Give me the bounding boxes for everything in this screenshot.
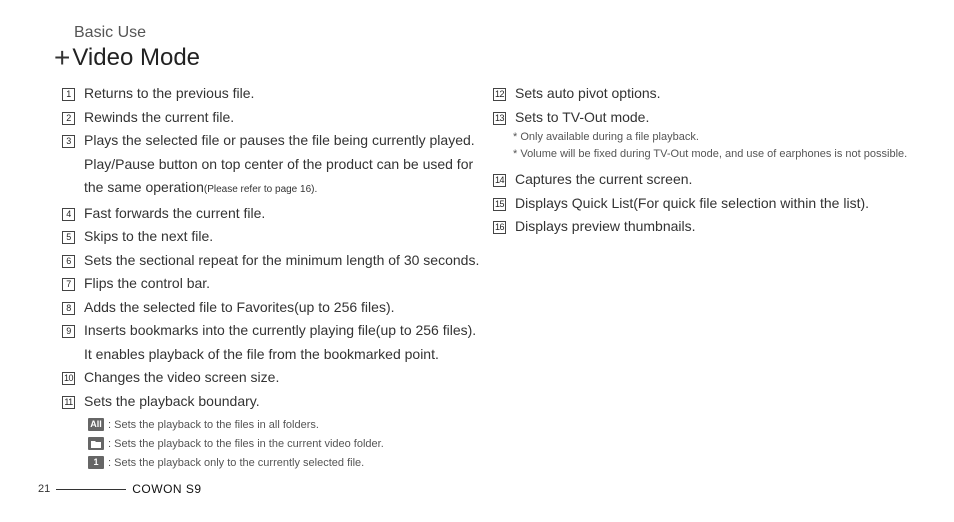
- tvout-note: * Only available during a file playback.: [513, 131, 699, 143]
- left-column: [62, 82, 482, 472]
- folder-icon: [88, 437, 104, 450]
- page-number: 21: [38, 483, 51, 495]
- footer-divider: [56, 489, 126, 490]
- boundary-option-folder: [88, 434, 482, 453]
- item-text: Flips the control bar.: [84, 275, 211, 291]
- page-reference: (Please refer to page 16).: [203, 184, 318, 195]
- list-item: [62, 390, 482, 414]
- right-column: [493, 82, 913, 239]
- option-text: : Sets the playback to the files in the current video folder.: [108, 437, 384, 450]
- brand-name: COWON S9: [132, 482, 202, 496]
- item-text: Rewinds the current file.: [84, 108, 235, 125]
- title-text: Video Mode: [72, 44, 201, 71]
- item-number: 5: [62, 231, 75, 244]
- boundary-option-all: [88, 415, 482, 434]
- item-number: 2: [62, 112, 75, 125]
- item-text: Skips to the next file.: [84, 228, 214, 244]
- item-number: 7: [62, 278, 75, 291]
- item-text: Sets the playback boundary.: [84, 392, 260, 409]
- list-item: [62, 366, 482, 390]
- item-text-main: Plays the selected file or pauses the file being currently played. Play/Pause button on top center of the product can be used for the same operation: [84, 132, 475, 195]
- list-item: [493, 82, 913, 106]
- item-text: Inserts bookmarks into the currently playing file(up to 256 files). It enables playback of the file from the bookmarked point.: [84, 322, 477, 362]
- list-item: [62, 225, 482, 249]
- item-text: Captures the current screen.: [515, 171, 693, 187]
- option-text: : Sets the playback to the files in all folders.: [108, 418, 319, 431]
- list-item: [493, 192, 913, 216]
- item-number: 10: [63, 373, 73, 383]
- all-badge-icon: All: [88, 418, 104, 431]
- list-item: [493, 215, 913, 239]
- list-item: [62, 296, 482, 320]
- item-text: Displays preview thumbnails.: [515, 218, 696, 234]
- item-number: 3: [62, 135, 75, 148]
- option-text: : Sets the playback only to the currently selected file.: [108, 456, 365, 469]
- item-text: Sets auto pivot options.: [515, 85, 661, 101]
- item-text: Fast forwards the current file.: [84, 204, 266, 221]
- list-item: [493, 168, 913, 192]
- list-item: [62, 106, 482, 130]
- item-number: 11: [62, 396, 75, 409]
- item-number: 15: [494, 198, 504, 209]
- page-footer: [38, 482, 202, 496]
- plus-icon: +: [54, 42, 71, 73]
- list-item: [62, 249, 482, 273]
- item-text: Returns to the previous file.: [84, 85, 255, 101]
- list-item: [62, 202, 482, 226]
- item-text: Changes the video screen size.: [84, 369, 280, 385]
- list-item: [62, 82, 482, 106]
- one-badge-icon: 1: [88, 456, 104, 469]
- item-number: 1: [62, 88, 75, 101]
- item-text: Sets to TV-Out mode.: [515, 108, 650, 125]
- item-number: 6: [62, 255, 75, 268]
- item-text: Displays Quick List(For quick file selection within the list).: [515, 194, 870, 211]
- section-label: Basic Use: [74, 24, 147, 41]
- list-item: [493, 106, 913, 130]
- page-title: [54, 44, 200, 72]
- item-number: 12: [494, 89, 504, 99]
- tvout-note: * Volume will be fixed during TV-Out mode, and use of earphones is not possible.: [513, 148, 908, 160]
- item-text: [84, 129, 482, 202]
- boundary-options: [62, 415, 482, 472]
- item-number: 16: [494, 222, 504, 232]
- list-item: [62, 319, 482, 366]
- list-item: [62, 272, 482, 296]
- item-number: 4: [62, 208, 75, 221]
- item-text: Sets the sectional repeat for the minimum length of 30 seconds.: [84, 251, 480, 268]
- list-item: [62, 129, 482, 202]
- boundary-option-single: [88, 453, 482, 472]
- item-number: 8: [62, 302, 75, 315]
- item-number: 14: [494, 175, 504, 185]
- item-number: 13: [494, 112, 504, 123]
- item-number: 9: [62, 325, 75, 338]
- item-text: Adds the selected file to Favorites(up to 256 files).: [84, 298, 395, 315]
